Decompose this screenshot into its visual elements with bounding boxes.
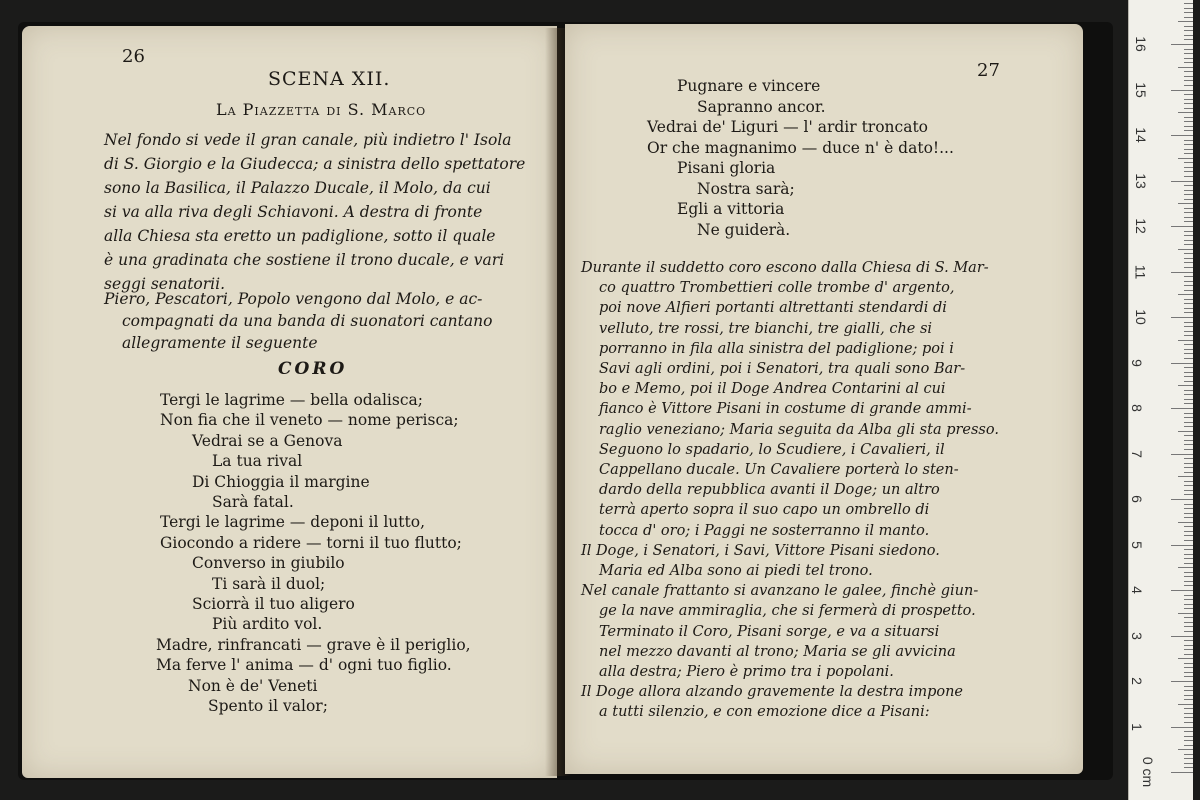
ruler-tick	[1184, 58, 1193, 59]
ruler-tick	[1184, 281, 1193, 282]
ruler-tick	[1184, 490, 1193, 491]
verse-line: Sciorrà il tuo aligero	[192, 595, 355, 613]
ruler-tick	[1184, 285, 1193, 286]
ruler-tick	[1184, 253, 1193, 254]
stage-line: ge la nave ammiraglia, che si fermerà di prospetto.	[599, 603, 976, 620]
ruler-tick	[1184, 435, 1193, 436]
ruler-tick	[1178, 158, 1193, 159]
ruler-tick	[1184, 185, 1193, 186]
stage-line: Cappellano ducale. Un Cavaliere porterà lo sten-	[599, 462, 959, 478]
stage-line: velluto, tre rossi, tre bianchi, tre gialli, che si	[599, 320, 933, 337]
verse-line: Non fia che il veneto — nome perisca;	[160, 411, 459, 430]
ruler-tick	[1184, 513, 1193, 514]
ruler-tick	[1184, 381, 1193, 382]
ruler-tick	[1184, 267, 1193, 268]
ruler-tick	[1178, 658, 1193, 659]
description-line: è una gradinata che sostiene il trono ducale, e vari	[104, 251, 505, 269]
description-line: alla Chiesa sta eretto un padiglione, sotto il quale	[104, 227, 496, 245]
page-number-right: 27	[977, 60, 1000, 81]
ruler-tick	[1184, 572, 1193, 573]
ruler-tick	[1184, 699, 1193, 700]
ruler-tick	[1184, 390, 1193, 391]
ruler-tick	[1184, 690, 1193, 691]
ruler-tick	[1184, 153, 1193, 154]
ruler-number: 11	[1132, 264, 1149, 279]
verse-line: Spento il valor;	[208, 697, 328, 715]
ruler-tick	[1178, 340, 1193, 341]
stage-line: nel mezzo davanti al trono; Maria se gli avvicina	[599, 643, 956, 660]
ruler-tick	[1178, 567, 1193, 568]
ruler-tick	[1184, 199, 1193, 200]
verse-line: Pugnare e vincere	[677, 77, 821, 95]
ruler-tick	[1178, 67, 1193, 68]
ruler-tick	[1184, 576, 1193, 577]
ruler-tick	[1171, 317, 1193, 318]
verse-line: Di Chioggia il margine	[192, 472, 370, 491]
ruler-number: 14	[1132, 127, 1149, 143]
ruler-tick	[1184, 504, 1193, 505]
ruler-tick	[1184, 26, 1193, 27]
description-line: Nel fondo si vede il gran canale, più indietro l' Isola	[104, 131, 512, 149]
stage-line: raglio veneziano; Maria seguita da Alba gli sta presso.	[599, 421, 999, 438]
ruler-tick	[1178, 249, 1193, 250]
stage-line: dardo della repubblica avanti il Doge; un altro	[599, 482, 940, 499]
ruler-tick	[1171, 90, 1193, 91]
ruler-number: 0 cm	[1140, 756, 1157, 788]
ruler-tick	[1184, 467, 1193, 468]
ruler-tick	[1184, 331, 1193, 332]
ruler-tick	[1178, 385, 1193, 386]
ruler-number: 7	[1128, 449, 1145, 458]
ruler-tick	[1184, 667, 1193, 668]
scene-title: SCENA XII.	[268, 68, 391, 90]
verse-line: Vedrai de' Liguri — l' ardir troncato	[647, 118, 929, 136]
stage-line: tocca d' oro; i Paggi ne sosterranno il manto.	[599, 522, 930, 539]
verse-line: Non è de' Veneti	[188, 676, 318, 695]
ruler-tick	[1184, 717, 1193, 718]
ruler-tick	[1184, 549, 1193, 550]
stage-line: compagnati da una banda di suonatori cantano	[122, 312, 493, 330]
stage-line: Terminato il Coro, Pisani sorge, e va a situarsi	[599, 623, 940, 640]
description-line: seggi senatorii.	[104, 275, 226, 293]
ruler-tick	[1178, 431, 1193, 432]
ruler-number: 10	[1132, 309, 1149, 325]
ruler-tick	[1171, 408, 1193, 409]
ruler-number: 2	[1128, 677, 1145, 685]
ruler-number: 12	[1132, 218, 1149, 234]
ruler-tick	[1184, 53, 1193, 54]
ruler-tick	[1184, 49, 1193, 50]
ruler-tick	[1171, 590, 1193, 591]
ruler-tick	[1184, 71, 1193, 72]
verse-line: Egli a vittoria	[677, 200, 785, 218]
ruler-tick	[1171, 44, 1193, 45]
ruler-tick	[1184, 244, 1193, 245]
ruler-tick	[1184, 485, 1193, 486]
ruler-number: 15	[1132, 81, 1149, 98]
ruler-number: 9	[1128, 358, 1145, 367]
ruler-tick	[1184, 117, 1193, 118]
ruler-tick	[1171, 363, 1193, 364]
ruler-tick	[1184, 672, 1193, 673]
ruler-tick	[1184, 686, 1193, 687]
ruler-tick	[1184, 235, 1193, 236]
ruler-tick	[1184, 722, 1193, 723]
ruler-number: 3	[1128, 631, 1145, 640]
ruler-tick	[1184, 394, 1193, 395]
ruler-tick	[1178, 704, 1193, 705]
ruler-tick	[1184, 326, 1193, 327]
ruler-tick	[1184, 422, 1193, 423]
ruler-tick	[1184, 8, 1193, 9]
verse-line: Ti sarà il duol;	[212, 574, 326, 593]
ruler-tick	[1184, 517, 1193, 518]
ruler-tick	[1171, 272, 1193, 273]
ruler-tick	[1184, 622, 1193, 623]
ruler-tick	[1184, 472, 1193, 473]
ruler-tick	[1184, 585, 1193, 586]
ruler-tick	[1184, 372, 1193, 373]
verse-line: Nostra sarà;	[697, 179, 795, 198]
stage-line: bo e Memo, poi il Doge Andrea Contarini al cui	[599, 381, 946, 398]
ruler-tick	[1171, 681, 1193, 682]
ruler-tick	[1184, 62, 1193, 63]
stage-line: fianco è Vittore Pisani in costume di grande ammi-	[599, 401, 972, 418]
ruler-tick	[1184, 39, 1193, 40]
description-line: di S. Giorgio e la Giudecca; a sinistra dello spettatore	[104, 155, 526, 173]
ruler-tick	[1184, 221, 1193, 222]
ruler-tick	[1184, 494, 1193, 495]
ruler-tick	[1184, 663, 1193, 664]
ruler-tick	[1171, 636, 1193, 637]
verse-line: Sarà fatal.	[212, 493, 294, 511]
left-page	[22, 26, 557, 778]
stage-line: Nel canale frattanto si avanzano le galee, finchè giun-	[581, 583, 979, 600]
verse-line: Madre, rinfrancati — grave è il periglio,	[156, 635, 471, 654]
ruler-tick	[1178, 294, 1193, 295]
ruler-tick	[1184, 217, 1193, 218]
ruler-tick	[1184, 130, 1193, 131]
ruler-tick	[1184, 403, 1193, 404]
ruler-tick	[1171, 226, 1193, 227]
ruler-tick	[1184, 708, 1193, 709]
ruler-tick	[1184, 94, 1193, 95]
ruler-tick	[1184, 35, 1193, 36]
stage-line: Seguono lo spadario, lo Scudiere, i Cavalieri, il	[599, 441, 945, 458]
ruler-tick	[1184, 262, 1193, 263]
ruler-tick	[1184, 303, 1193, 304]
stage-line: Durante il suddetto coro escono dalla Chiesa di S. Mar-	[581, 260, 989, 276]
ruler-tick	[1171, 135, 1193, 136]
description-line: sono la Basilica, il Palazzo Ducale, il Molo, da cui	[104, 179, 491, 197]
ruler-tick	[1178, 749, 1193, 750]
ruler-tick	[1184, 353, 1193, 354]
ruler-tick	[1184, 676, 1193, 677]
ruler-tick	[1171, 499, 1193, 500]
ruler-tick	[1184, 258, 1193, 259]
ruler-tick	[1171, 727, 1193, 728]
ruler-tick	[1184, 558, 1193, 559]
ruler-tick	[1184, 3, 1193, 4]
ruler-tick	[1178, 203, 1193, 204]
verse-line: La tua rival	[212, 452, 303, 471]
ruler-tick	[1184, 463, 1193, 464]
stage-line: porranno in fila alla sinistra del padiglione; poi i	[599, 340, 954, 357]
ruler-tick	[1184, 208, 1193, 209]
stage-line: poi nove Alfieri portanti altrettanti stendardi di	[599, 300, 947, 317]
ruler-tick	[1184, 176, 1193, 177]
ruler-tick	[1178, 112, 1193, 113]
ruler-tick	[1184, 526, 1193, 527]
stage-line: Il Doge allora alzando gravemente la destra impone	[581, 684, 964, 701]
ruler-tick	[1184, 626, 1193, 627]
ruler-tick	[1184, 399, 1193, 400]
ruler-tick	[1184, 608, 1193, 609]
verse-line: Vedrai se a Genova	[192, 431, 343, 450]
ruler-tick	[1184, 713, 1193, 714]
right-page	[565, 24, 1083, 774]
ruler-number: 13	[1132, 172, 1149, 189]
ruler-tick	[1184, 335, 1193, 336]
ruler-tick	[1184, 349, 1193, 350]
ruler-tick	[1184, 695, 1193, 696]
stage-line: Savi agli ordini, poi i Senatori, tra quali sono Bar-	[599, 361, 966, 377]
ruler-tick	[1184, 640, 1193, 641]
ruler-tick	[1184, 212, 1193, 213]
verse-line: Or che magnanimo — duce n' è dato!...	[647, 138, 954, 157]
ruler-tick	[1184, 731, 1193, 732]
ruler-tick	[1178, 476, 1193, 477]
verse-line: Ne guiderà.	[697, 220, 791, 239]
ruler-tick	[1184, 417, 1193, 418]
measuring-ruler	[1128, 0, 1193, 800]
ruler-tick	[1184, 481, 1193, 482]
ruler-tick	[1184, 17, 1193, 18]
ruler-tick	[1184, 76, 1193, 77]
ruler-tick	[1171, 772, 1193, 773]
verse-line: Converso in giubilo	[192, 554, 345, 573]
ruler-tick	[1184, 126, 1193, 127]
ruler-tick	[1184, 581, 1193, 582]
ruler-number: 1	[1128, 722, 1145, 731]
verse-line: Pisani gloria	[677, 159, 776, 177]
ruler-tick	[1184, 599, 1193, 600]
stage-line: alla destra; Piero è primo tra i popolani.	[599, 664, 894, 680]
ruler-tick	[1184, 767, 1193, 768]
ruler-tick	[1184, 563, 1193, 564]
ruler-tick	[1184, 413, 1193, 414]
ruler-tick	[1184, 540, 1193, 541]
ruler-tick	[1184, 276, 1193, 277]
ruler-tick	[1184, 535, 1193, 536]
ruler-tick	[1184, 121, 1193, 122]
ruler-tick	[1184, 231, 1193, 232]
ruler-tick	[1184, 85, 1193, 86]
ruler-tick	[1178, 613, 1193, 614]
verse-line: Tergi le lagrime — deponi il lutto,	[160, 513, 426, 532]
scene-location: La Piazzetta di S. Marco	[216, 100, 427, 119]
ruler-tick	[1184, 531, 1193, 532]
ruler-tick	[1184, 740, 1193, 741]
stage-line: terrà aperto sopra il suo capo un ombrello di	[599, 502, 930, 519]
ruler-tick	[1184, 554, 1193, 555]
ruler-tick	[1178, 522, 1193, 523]
ruler-tick	[1184, 508, 1193, 509]
ruler-tick	[1178, 21, 1193, 22]
stage-line: allegramente il seguente	[122, 334, 318, 352]
ruler-tick	[1184, 108, 1193, 109]
stage-line: a tutti silenzio, e con emozione dice a Pisani:	[599, 704, 930, 721]
verse-line: Sapranno ancor.	[697, 97, 826, 116]
ruler-tick	[1184, 194, 1193, 195]
ruler-tick	[1171, 454, 1193, 455]
ruler-tick	[1184, 358, 1193, 359]
ruler-tick	[1184, 103, 1193, 104]
ruler-number: 6	[1128, 495, 1145, 503]
verse-line: Giocondo a ridere — torni il tuo flutto;	[160, 533, 462, 552]
ruler-tick	[1184, 763, 1193, 764]
ruler-tick	[1184, 190, 1193, 191]
ruler-tick	[1184, 344, 1193, 345]
ruler-tick	[1184, 444, 1193, 445]
ruler-tick	[1171, 181, 1193, 182]
ruler-tick	[1184, 167, 1193, 168]
stage-line: Il Doge, i Senatori, i Savi, Vittore Pisani siedono.	[581, 542, 940, 559]
ruler-tick	[1184, 30, 1193, 31]
ruler-number: 16	[1132, 36, 1149, 52]
ruler-tick	[1184, 617, 1193, 618]
ruler-tick	[1184, 99, 1193, 100]
ruler-tick	[1184, 758, 1193, 759]
ruler-tick	[1184, 458, 1193, 459]
ruler-number: 8	[1128, 404, 1145, 412]
ruler-tick	[1171, 545, 1193, 546]
ruler-tick	[1184, 290, 1193, 291]
ruler-tick	[1184, 308, 1193, 309]
ruler-tick	[1184, 654, 1193, 655]
verse-line: Tergi le lagrime — bella odalisca;	[160, 391, 423, 409]
ruler-tick	[1184, 312, 1193, 313]
ruler-tick	[1184, 144, 1193, 145]
verse-line: Ma ferve l' anima — d' ogni tuo figlio.	[156, 656, 452, 675]
ruler-tick	[1184, 140, 1193, 141]
ruler-tick	[1184, 604, 1193, 605]
ruler-number: 4	[1128, 586, 1145, 594]
ruler-tick	[1184, 171, 1193, 172]
chorus-heading: CORO	[278, 359, 348, 379]
ruler-tick	[1184, 595, 1193, 596]
ruler-tick	[1184, 376, 1193, 377]
ruler-tick	[1184, 322, 1193, 323]
ruler-tick	[1184, 12, 1193, 13]
ruler-tick	[1184, 162, 1193, 163]
ruler-tick	[1184, 426, 1193, 427]
stage-line: Maria ed Alba sono ai piedi tel trono.	[599, 563, 873, 579]
ruler-tick	[1184, 299, 1193, 300]
stage-line: co quattro Trombettieri colle trombe d' argento,	[599, 280, 955, 297]
stage-line: Piero, Pescatori, Popolo vengono dal Molo, e ac-	[104, 290, 483, 308]
ruler-tick	[1184, 149, 1193, 150]
ruler-tick	[1184, 631, 1193, 632]
ruler-tick	[1184, 645, 1193, 646]
ruler-tick	[1184, 649, 1193, 650]
ruler-tick	[1184, 367, 1193, 368]
ruler-tick	[1184, 240, 1193, 241]
description-line: si va alla riva degli Schiavoni. A destra di fronte	[104, 203, 483, 221]
ruler-tick	[1184, 754, 1193, 755]
ruler-tick	[1184, 80, 1193, 81]
ruler-tick	[1184, 440, 1193, 441]
ruler-tick	[1184, 745, 1193, 746]
page-number-left: 26	[122, 46, 145, 67]
ruler-tick	[1184, 449, 1193, 450]
verse-line: Più ardito vol.	[212, 615, 323, 634]
ruler-tick	[1184, 736, 1193, 737]
ruler-number: 5	[1128, 540, 1145, 549]
